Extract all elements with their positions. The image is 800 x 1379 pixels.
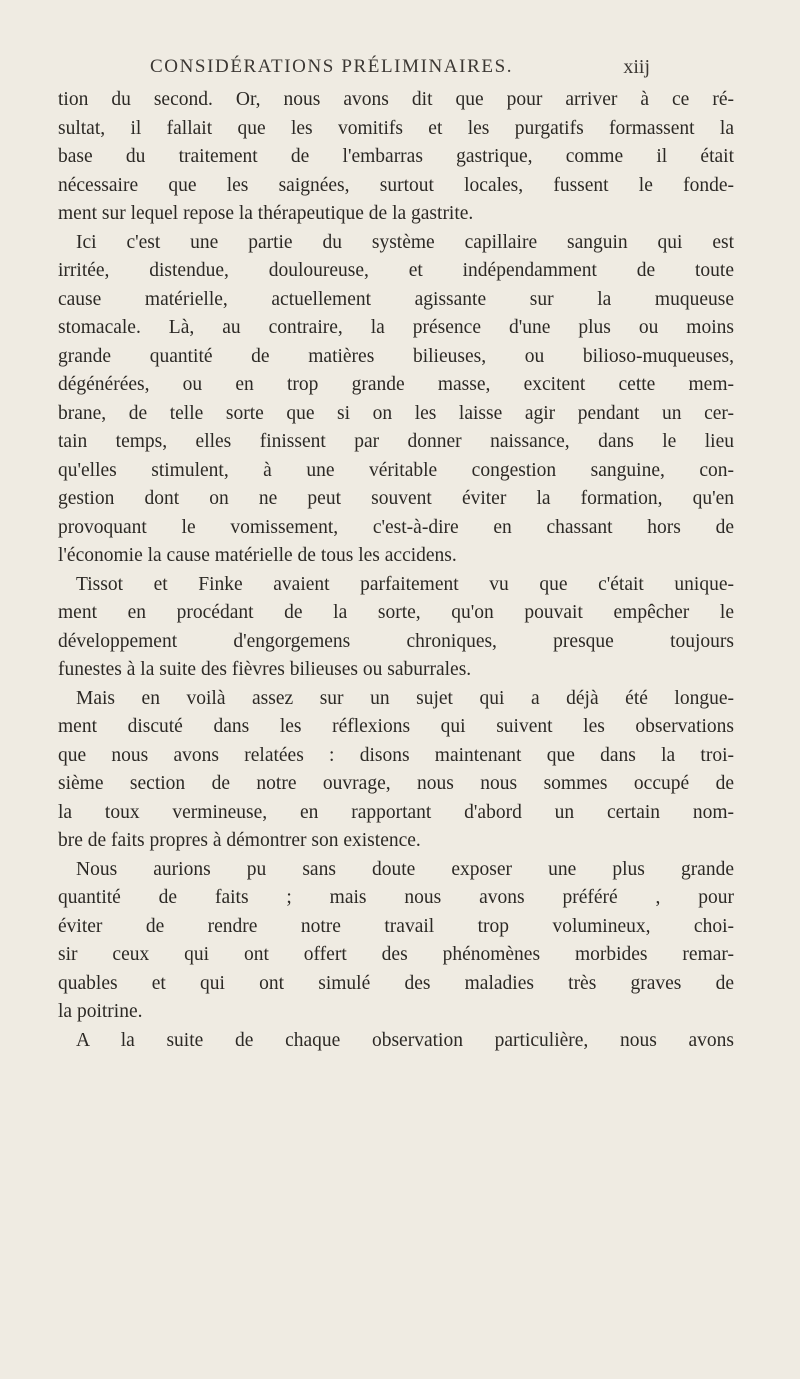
text-line: ment en procédant de la sorte, qu'on pouvait empêcher le xyxy=(58,602,734,623)
text-line: la poitrine. xyxy=(58,1001,143,1022)
page-header xyxy=(150,56,650,86)
text-line: grande quantité de matières bilieuses, ou bilioso-muqueuses, xyxy=(58,345,734,367)
text-line: Mais en voilà assez sur un sujet qui a déjà été longue- xyxy=(76,687,734,709)
text-line: sième section de notre ouvrage, nous nous sommes occupé de xyxy=(58,773,734,794)
text-line: cause matérielle, actuellement agissante sur la muqueuse xyxy=(58,288,734,310)
text-line: développement d'engorgemens chroniques, presque toujours xyxy=(58,630,734,652)
text-line: base du traitement de l'embarras gastrique, comme il était xyxy=(58,146,734,167)
body-text xyxy=(58,86,734,1055)
text-line: sultat, il fallait que les vomitifs et les purgatifs formassent la xyxy=(58,117,734,139)
text-line: ment sur lequel repose la thérapeutique de la gastrite. xyxy=(58,203,474,224)
text-line: tion du second. Or, nous avons dit que pour arriver à ce ré- xyxy=(58,89,734,110)
page-number: xiij xyxy=(623,56,650,78)
text-line: Nous aurions pu sans doute exposer une plus grande xyxy=(76,858,734,880)
text-line: stomacale. Là, au contraire, la présence d'une plus ou moins xyxy=(58,317,734,338)
text-line: gestion dont on ne peut souvent éviter la formation, qu'en xyxy=(58,488,734,509)
text-line: A la suite de chaque observation particulière, nous avons xyxy=(76,1029,734,1051)
text-line: tain temps, elles finissent par donner naissance, dans le lieu xyxy=(58,431,734,452)
text-line: qu'elles stimulent, à une véritable congestion sanguine, con- xyxy=(58,459,734,481)
text-line: nécessaire que les saignées, surtout locales, fussent le fonde- xyxy=(58,174,734,196)
text-line: la toux vermineuse, en rapportant d'abord un certain nom- xyxy=(58,801,734,823)
running-head: CONSIDÉRATIONS PRÉLIMINAIRES. xyxy=(150,56,514,77)
text-line: bre de faits propres à démontrer son existence. xyxy=(58,830,421,851)
text-line: ment discuté dans les réflexions qui suivent les observations xyxy=(58,716,734,737)
text-line: funestes à la suite des fièvres bilieuses ou saburrales. xyxy=(58,659,472,680)
text-line: brane, de telle sorte que si on les laisse agir pendant un cer- xyxy=(58,402,734,424)
text-line: que nous avons relatées : disons maintenant que dans la troi- xyxy=(58,744,734,766)
text-line: quables et qui ont simulé des maladies très graves de xyxy=(58,972,734,994)
text-line: Tissot et Finke avaient parfaitement vu que c'était unique- xyxy=(76,573,734,595)
text-line: irritée, distendue, douloureuse, et indépendamment de toute xyxy=(58,260,734,281)
text-line: provoquant le vomissement, c'est-à-dire en chassant hors de xyxy=(58,516,734,538)
text-line: Ici c'est une partie du système capillaire sanguin qui est xyxy=(76,231,734,253)
text-line: sir ceux qui ont offert des phénomènes morbides remar- xyxy=(58,944,734,965)
text-line: dégénérées, ou en trop grande masse, excitent cette mem- xyxy=(58,374,734,395)
text-line: éviter de rendre notre travail trop volumineux, choi- xyxy=(58,915,734,937)
text-line: quantité de faits ; mais nous avons préféré , pour xyxy=(58,887,734,908)
text-line: l'économie la cause matérielle de tous les accidens. xyxy=(58,545,457,566)
